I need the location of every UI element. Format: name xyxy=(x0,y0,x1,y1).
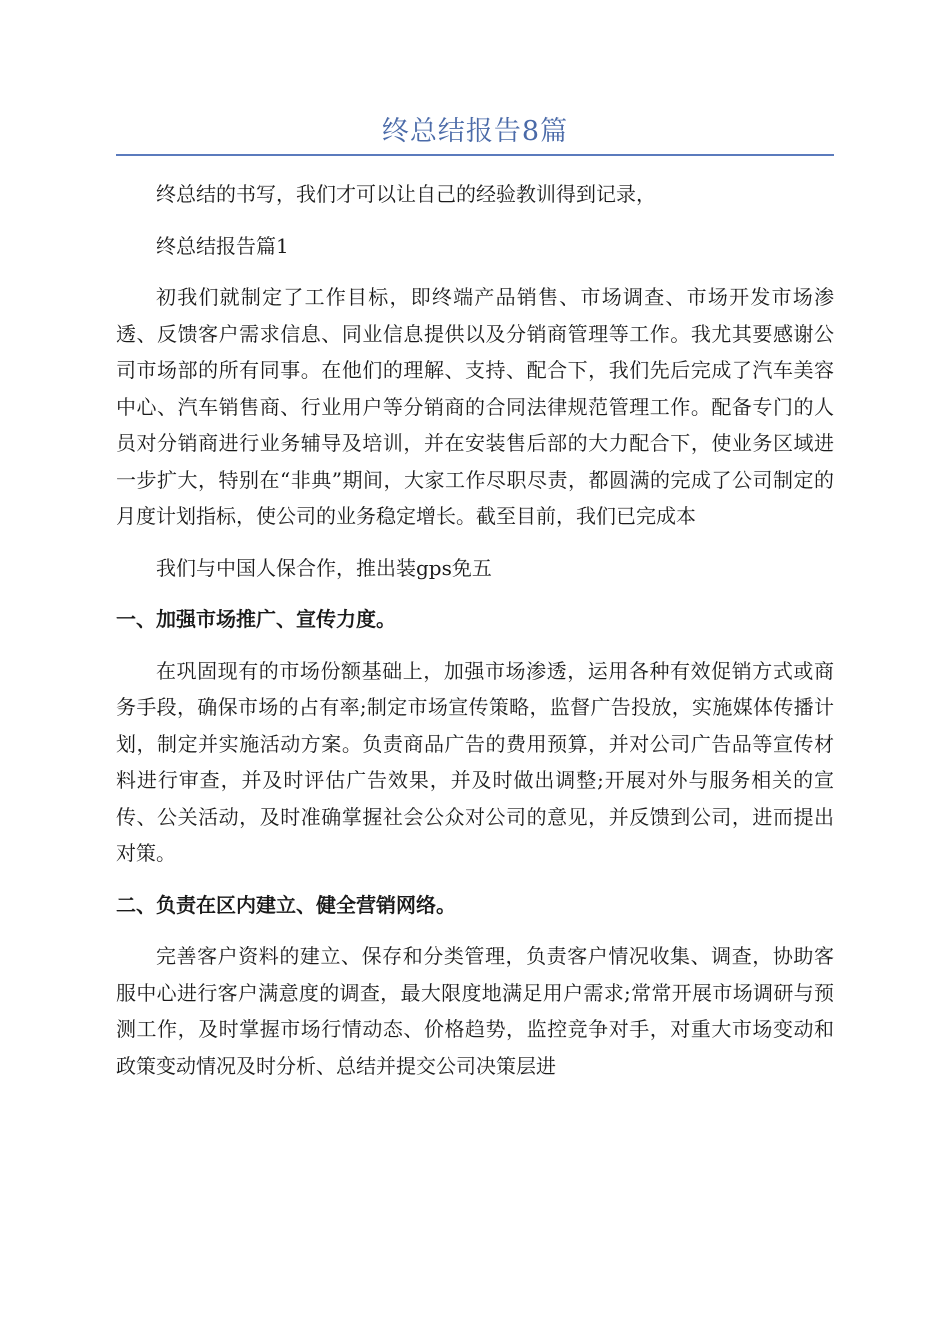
document-title: 终总结报告8篇 xyxy=(381,116,569,147)
title-underline xyxy=(116,154,834,156)
intro-paragraph: 终总结的书写，我们才可以让自己的经验教训得到记录， xyxy=(156,182,656,206)
document-body xyxy=(116,176,834,1099)
paragraph-2: 我们与中国人保合作，推出装gps免五 xyxy=(156,555,492,580)
section-heading-1: 一、加强市场推广、宣传力度。 xyxy=(116,607,396,631)
paragraph-4: 完善客户资料的建立、保存和分类管理，负责客户情况收集、调查，协助客服中心进行客户满意度的调查，最大限度地满足用户需求;常常开展市场调研与预测工作，及时掌握市场行情动态、价格趋势，监控竞争对手，对重大市场变动和政策变动情况及时分析、总结并提交公司决策层进 xyxy=(116,944,834,1078)
section-label: 终总结报告篇1 xyxy=(156,233,289,258)
paragraph-1: 初我们就制定了工作目标，即终端产品销售、市场调查、市场开发市场渗透、反馈客户需求信息、同业信息提供以及分销商管理等工作。我尤其要感谢公司市场部的所有同事。在他们的理解、支持、配合下，我们先后完成了汽车美容中心、汽车销售商、行业用户等分销商的合同法律规范管理工作。配备专门的人员对分销商进行业务辅导及培训，并在安装售后部的大力配合下，使业务区域进一步扩大，特别在“非典”期间，大家工作尽职尽责，都圆满的完成了公司制定的月度计划指标，使公司的业务稳定增长。截至目前，我们已完成本 xyxy=(116,285,834,528)
paragraph-3: 在巩固现有的市场份额基础上，加强市场渗透，运用各种有效促销方式或商务手段，确保市场的占有率;制定市场宣传策略，监督广告投放，实施媒体传播计划，制定并实施活动方案。负责商品广告的费用预算，并对公司广告品等宣传材料进行审查，并及时评估广告效果，并及时做出调整;开展对外与服务相关的宣传、公关活动，及时准确掌握社会公众对公司的意见，并反馈到公司，进而提出对策。 xyxy=(116,658,834,865)
section-heading-2: 二、负责在区内建立、健全营销网络。 xyxy=(116,892,456,917)
